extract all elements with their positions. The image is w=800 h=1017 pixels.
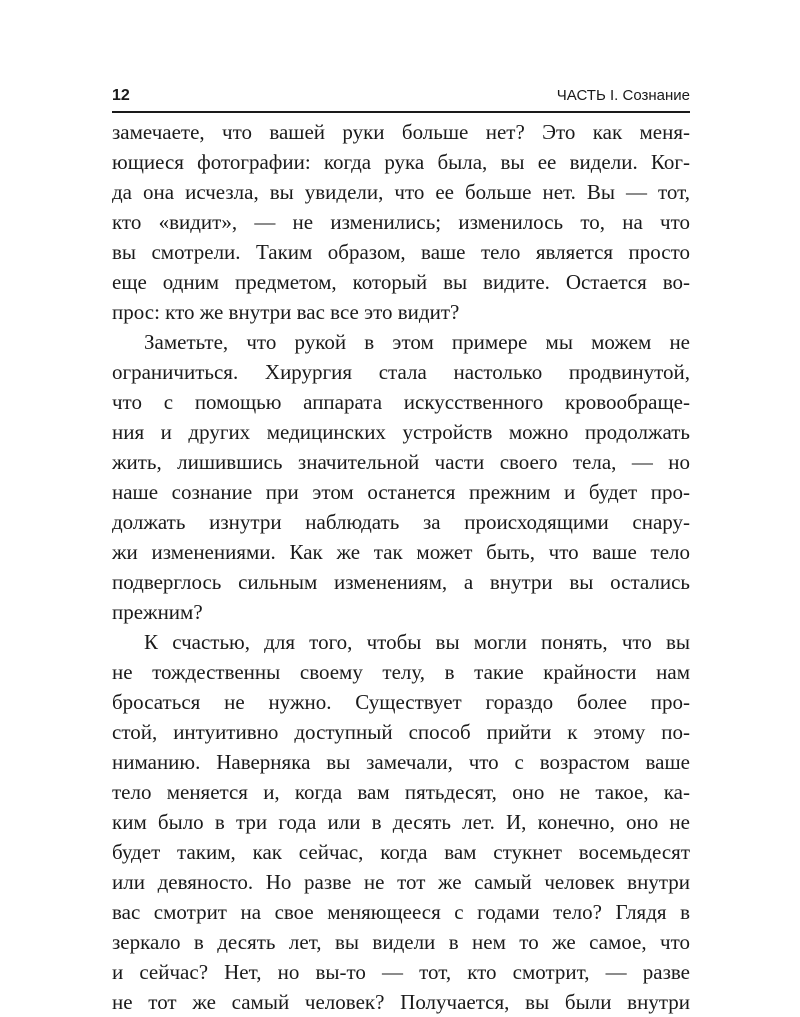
text-line: ющиеся фотографии: когда рука была, вы ее видели. Ког- <box>112 150 690 174</box>
text-line: ниманию. Наверняка вы замечали, что с возрастом ваше <box>112 750 690 774</box>
text-line: подверглось сильным изменениям, а внутри вы остались <box>112 570 690 594</box>
text-line: и сейчас? Нет, но вы-то — тот, кто смотрит, — разве <box>112 960 690 984</box>
text-line: да она исчезла, вы увидели, что ее больше нет. Вы — тот, <box>112 180 690 204</box>
text-line: еще одним предметом, который вы видите. Остается во- <box>112 270 690 294</box>
body-text <box>112 117 690 1017</box>
page-header <box>112 86 690 108</box>
text-line: ния и других медицинских устройств можно продолжать <box>112 420 690 444</box>
text-line: должать изнутри наблюдать за происходящими снару- <box>112 510 690 534</box>
text-line: ким было в три года или в десять лет. И, конечно, оно не <box>112 810 690 834</box>
text-line: или девяносто. Но разве не тот же самый человек внутри <box>112 870 690 894</box>
text-line: что с помощью аппарата искусственного кровообраще- <box>112 390 690 414</box>
text-line: тело меняется и, когда вам пятьдесят, оно не такое, ка- <box>112 780 690 804</box>
text-line: замечаете, что вашей руки больше нет? Это как меня- <box>112 120 690 144</box>
page-number: 12 <box>112 87 130 104</box>
text-line: бросаться не нужно. Существует гораздо более про- <box>112 690 690 714</box>
text-line: прос: кто же внутри вас все это видит? <box>112 300 460 324</box>
text-line: наше сознание при этом останется прежним и будет про- <box>112 480 690 504</box>
text-line: не тот же самый человек? Получается, вы были внутри <box>112 990 690 1014</box>
text-line: вы смотрели. Таким образом, ваше тело является просто <box>112 240 690 264</box>
running-head: ЧАСТЬ I. Сознание <box>556 87 690 104</box>
paragraph-first-line: Заметьте, что рукой в этом примере мы можем не <box>144 330 690 354</box>
text-line: вас смотрит на свое меняющееся с годами тело? Глядя в <box>112 900 690 924</box>
text-line: прежним? <box>112 600 203 624</box>
text-line: будет таким, как сейчас, когда вам стукнет восемьдесят <box>112 840 690 864</box>
text-line: стой, интуитивно доступный способ прийти к этому по- <box>112 720 690 744</box>
header-rule <box>112 111 690 113</box>
text-line: не тождественны своему телу, в такие крайности нам <box>112 660 690 684</box>
text-line: кто «видит», — не изменились; изменилось то, на что <box>112 210 690 234</box>
text-line: жить, лишившись значительной части своего тела, — но <box>112 450 690 474</box>
paragraph-first-line: К счастью, для того, чтобы вы могли понять, что вы <box>144 630 690 654</box>
text-line: ограничиться. Хирургия стала настолько продвинутой, <box>112 360 690 384</box>
text-line: зеркало в десять лет, вы видели в нем то же самое, что <box>112 930 690 954</box>
text-line: жи изменениями. Как же так может быть, что ваше тело <box>112 540 690 564</box>
